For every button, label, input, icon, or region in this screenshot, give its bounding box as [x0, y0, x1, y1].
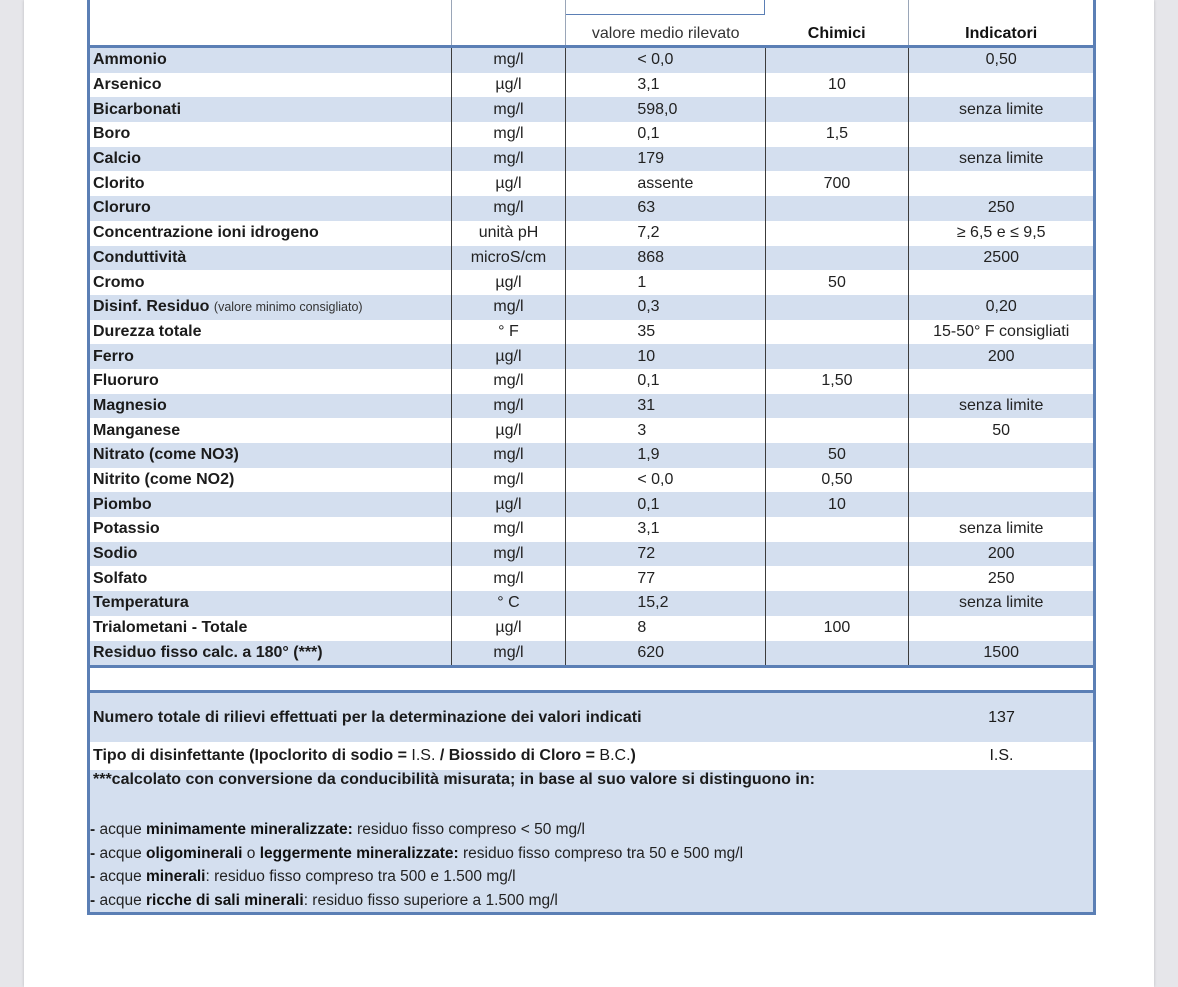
parameter-name: Fluoruro — [93, 372, 159, 390]
parameter-unit: µg/l — [451, 73, 566, 98]
parameter-chimici-limit — [765, 295, 909, 320]
parameter-unit: mg/l — [451, 295, 566, 320]
parameter-value: 0,1 — [566, 492, 765, 517]
mineralization-list — [90, 818, 1093, 912]
document-page — [24, 0, 1154, 987]
parameter-unit: mg/l — [451, 147, 566, 172]
table-row — [90, 73, 1093, 98]
parameter-name: Concentrazione ioni idrogeno — [93, 224, 319, 242]
table-spacer — [90, 668, 1093, 693]
parameter-chimici-limit — [765, 542, 909, 567]
parameter-name: Ferro — [90, 344, 451, 369]
table-row — [90, 591, 1093, 616]
parameter-value: 31 — [566, 394, 765, 419]
parameter-value: 8 — [566, 616, 765, 641]
parameter-unit: mg/l — [451, 97, 566, 122]
parameter-chimici-limit: 10 — [765, 492, 909, 517]
parameter-indicatori-limit: 15-50° F consigliati — [909, 320, 1093, 345]
parameter-value: 0,1 — [566, 122, 765, 147]
parameter-unit: mg/l — [451, 394, 566, 419]
table-body — [90, 47, 1093, 667]
parameter-name: Cloruro — [90, 196, 451, 221]
parameter-value: 77 — [566, 566, 765, 591]
parameter-value: 63 — [566, 196, 765, 221]
parameter-unit: mg/l — [451, 641, 566, 667]
parameter-note: (valore minimo consigliato) — [213, 300, 363, 315]
parameter-name: Bicarbonati — [90, 97, 451, 122]
parameter-indicatori-limit: 0,50 — [909, 47, 1093, 73]
parameter-value: 15,2 — [566, 591, 765, 616]
parameter-unit: mg/l — [451, 196, 566, 221]
table-row — [90, 418, 1093, 443]
parameter-chimici-limit — [765, 47, 909, 73]
parameter-chimici-limit — [765, 320, 909, 345]
parameter-name: Solfato — [93, 569, 148, 587]
parameter-chimici-limit — [765, 394, 909, 419]
parameter-chimici-limit — [765, 246, 909, 271]
table-row — [90, 542, 1093, 567]
header-cell-parameter — [90, 0, 451, 47]
parameter-indicatori-limit: 250 — [909, 196, 1093, 221]
parameter-name: Magnesio — [90, 394, 451, 419]
table-row — [90, 320, 1093, 345]
mineralization-item: - acque oligominerali o leggermente mineralizzate: residuo fisso compreso tra 50 e 500 mg/l — [90, 844, 744, 862]
parameter-chimici-limit — [765, 97, 909, 122]
table-row — [90, 147, 1093, 172]
mineralization-item: - acque minimamente mineralizzate: residuo fisso compreso < 50 mg/l — [90, 821, 585, 839]
parameter-chimici-limit: 1,5 — [825, 125, 849, 143]
parameter-chimici-limit: 700 — [823, 174, 851, 192]
table-row — [90, 443, 1093, 468]
header-cell-value — [566, 0, 765, 47]
table-row — [90, 517, 1093, 542]
parameter-indicatori-limit — [909, 369, 1093, 394]
parameter-name: Manganese — [93, 421, 181, 439]
header-chimici: Chimici — [807, 25, 866, 42]
footnote: ***calcolato con conversione da conducibilità misurata; in base al suo valore si distinguono in: — [93, 771, 815, 789]
parameter-indicatori-limit — [909, 616, 1093, 641]
parameter-chimici-limit — [765, 641, 909, 667]
parameter-indicatori-limit: 200 — [909, 344, 1093, 369]
table-row — [90, 369, 1093, 394]
parameter-value: 3,1 — [566, 517, 765, 542]
parameter-chimici-limit — [765, 147, 909, 172]
parameter-name: Piombo — [90, 492, 451, 517]
parameter-indicatori-limit: 250 — [909, 566, 1093, 591]
parameter-value: < 0,0 — [566, 468, 765, 493]
parameter-unit: mg/l — [451, 369, 566, 394]
parameter-name: Temperatura — [90, 591, 451, 616]
parameter-unit: ° C — [451, 591, 566, 616]
header-value-label: valore medio rilevato — [591, 25, 740, 42]
table-row — [90, 468, 1093, 493]
parameter-name: Nitrito (come NO2) — [93, 471, 235, 489]
parameter-value: 35 — [566, 320, 765, 345]
parameter-indicatori-limit: 0,20 — [909, 295, 1093, 320]
parameter-indicatori-limit — [909, 492, 1093, 517]
parameter-chimici-limit: 100 — [823, 619, 851, 637]
parameter-unit: µg/l — [451, 418, 566, 443]
table-row — [90, 97, 1093, 122]
total-rilievi-label: Numero totale di rilievi effettuati per la determinazione dei valori indicati — [93, 708, 642, 726]
parameter-chimici-limit — [765, 591, 909, 616]
parameter-name: Trialometani - Totale — [93, 619, 248, 637]
table-row — [90, 47, 1093, 73]
disinfectant-label: Tipo di disinfettante (Ipoclorito di sodio = I.S. / Biossido di Cloro = B.C.) — [93, 747, 636, 765]
header-indicatori: Indicatori — [909, 0, 1093, 47]
parameter-unit: mg/l — [451, 517, 566, 542]
parameter-indicatori-limit — [909, 171, 1093, 196]
parameter-chimici-limit: 50 — [765, 443, 909, 468]
parameter-unit: µg/l — [451, 344, 566, 369]
parameter-unit: mg/l — [451, 443, 566, 468]
parameter-indicatori-limit: senza limite — [909, 147, 1093, 172]
table-row — [90, 492, 1093, 517]
parameter-name: Residuo fisso calc. a 180° (***) — [90, 641, 451, 667]
parameter-unit: mg/l — [451, 47, 566, 73]
parameter-indicatori-limit: ≥ 6,5 e ≤ 9,5 — [909, 221, 1093, 246]
parameter-indicatori-limit: 50 — [909, 418, 1093, 443]
table-row — [90, 295, 1093, 320]
parameter-name: Cromo — [93, 273, 145, 291]
parameter-value: 868 — [566, 246, 765, 271]
table-row — [90, 566, 1093, 591]
table-row — [90, 641, 1093, 667]
parameter-value: < 0,0 — [566, 47, 765, 73]
parameter-unit: µg/l — [451, 171, 566, 196]
parameter-name: Clorito — [93, 174, 145, 192]
parameter-indicatori-limit: senza limite — [909, 591, 1093, 616]
parameter-value: assente — [566, 171, 765, 196]
parameter-name: Arsenico — [93, 76, 162, 94]
parameter-value: 0,1 — [566, 369, 765, 394]
parameter-name: Potassio — [93, 520, 160, 538]
parameter-chimici-limit — [765, 196, 909, 221]
parameter-chimici-limit: 50 — [828, 273, 846, 291]
parameter-unit: mg/l — [451, 468, 566, 493]
parameter-unit: mg/l — [451, 542, 566, 567]
parameter-name: Disinf. Residuo (valore minimo consigliato) — [90, 295, 451, 320]
parameter-unit: µg/l — [451, 492, 566, 517]
water-quality-table — [87, 0, 1096, 915]
parameter-value: 1 — [566, 270, 765, 295]
parameter-unit: mg/l — [451, 566, 566, 591]
table-row — [90, 616, 1093, 641]
parameter-name: Durezza totale — [93, 322, 202, 340]
parameter-indicatori-limit — [909, 73, 1093, 98]
parameter-name: Sodio — [90, 542, 451, 567]
parameter-name: Ammonio — [90, 47, 451, 73]
parameter-indicatori-limit: 200 — [909, 542, 1093, 567]
total-rilievi-value: 137 — [988, 708, 1015, 726]
parameter-value: 1,9 — [566, 443, 765, 468]
parameter-indicatori-limit — [909, 443, 1093, 468]
table-row — [90, 394, 1093, 419]
mineralization-item: - acque minerali: residuo fisso compreso tra 500 e 1.500 mg/l — [90, 868, 516, 886]
table-footer — [90, 693, 1093, 912]
parameter-value: 3 — [566, 418, 765, 443]
table-row — [90, 171, 1093, 196]
parameter-indicatori-limit: senza limite — [909, 394, 1093, 419]
parameter-chimici-limit: 1,50 — [821, 372, 853, 390]
table-row — [90, 221, 1093, 246]
parameter-chimici-limit: 0,50 — [821, 471, 853, 489]
parameter-value: 3,1 — [566, 73, 765, 98]
parameter-indicatori-limit: senza limite — [909, 517, 1093, 542]
parameter-indicatori-limit — [909, 468, 1093, 493]
disinfectant-value: I.S. — [989, 747, 1014, 765]
parameter-value: 72 — [566, 542, 765, 567]
parameter-unit: unità pH — [451, 221, 566, 246]
parameter-value: 0,3 — [566, 295, 765, 320]
table-row — [90, 196, 1093, 221]
parameter-value: 7,2 — [566, 221, 765, 246]
parameter-name: Nitrato (come NO3) — [90, 443, 451, 468]
parameter-value: 620 — [566, 641, 765, 667]
parameter-unit: ° F — [451, 320, 566, 345]
parameter-chimici-limit — [765, 517, 909, 542]
table-row — [90, 344, 1093, 369]
mineralization-item: - acque ricche di sali minerali: residuo fisso superiore a 1.500 mg/l — [90, 891, 558, 909]
total-rilievi-row — [90, 693, 1093, 742]
parameter-chimici-limit: 10 — [828, 76, 846, 94]
table-row — [90, 246, 1093, 271]
parameter-indicatori-limit — [909, 122, 1093, 147]
parameter-chimici-limit — [765, 566, 909, 591]
table-header-row — [90, 0, 1093, 47]
parameter-unit: microS/cm — [451, 246, 566, 271]
parameter-chimici-limit — [765, 344, 909, 369]
parameter-indicatori-limit: senza limite — [909, 97, 1093, 122]
parameter-name: Boro — [93, 125, 131, 143]
disinfectant-row — [90, 742, 1093, 770]
parameter-name: Calcio — [90, 147, 451, 172]
parameter-value: 179 — [566, 147, 765, 172]
parameters-table — [90, 0, 1093, 668]
parameter-chimici-limit — [765, 418, 909, 443]
parameter-name: Conduttività — [90, 246, 451, 271]
table-row — [90, 270, 1093, 295]
parameter-unit: µg/l — [451, 616, 566, 641]
parameter-indicatori-limit — [909, 270, 1093, 295]
table-row — [90, 122, 1093, 147]
parameter-unit: mg/l — [451, 122, 566, 147]
parameter-value: 10 — [566, 344, 765, 369]
parameter-unit: µg/l — [451, 270, 566, 295]
parameter-chimici-limit — [765, 221, 909, 246]
parameter-indicatori-limit: 2500 — [909, 246, 1093, 271]
parameter-indicatori-limit: 1500 — [909, 641, 1093, 667]
parameter-value: 598,0 — [566, 97, 765, 122]
header-cell-unit — [451, 0, 566, 47]
